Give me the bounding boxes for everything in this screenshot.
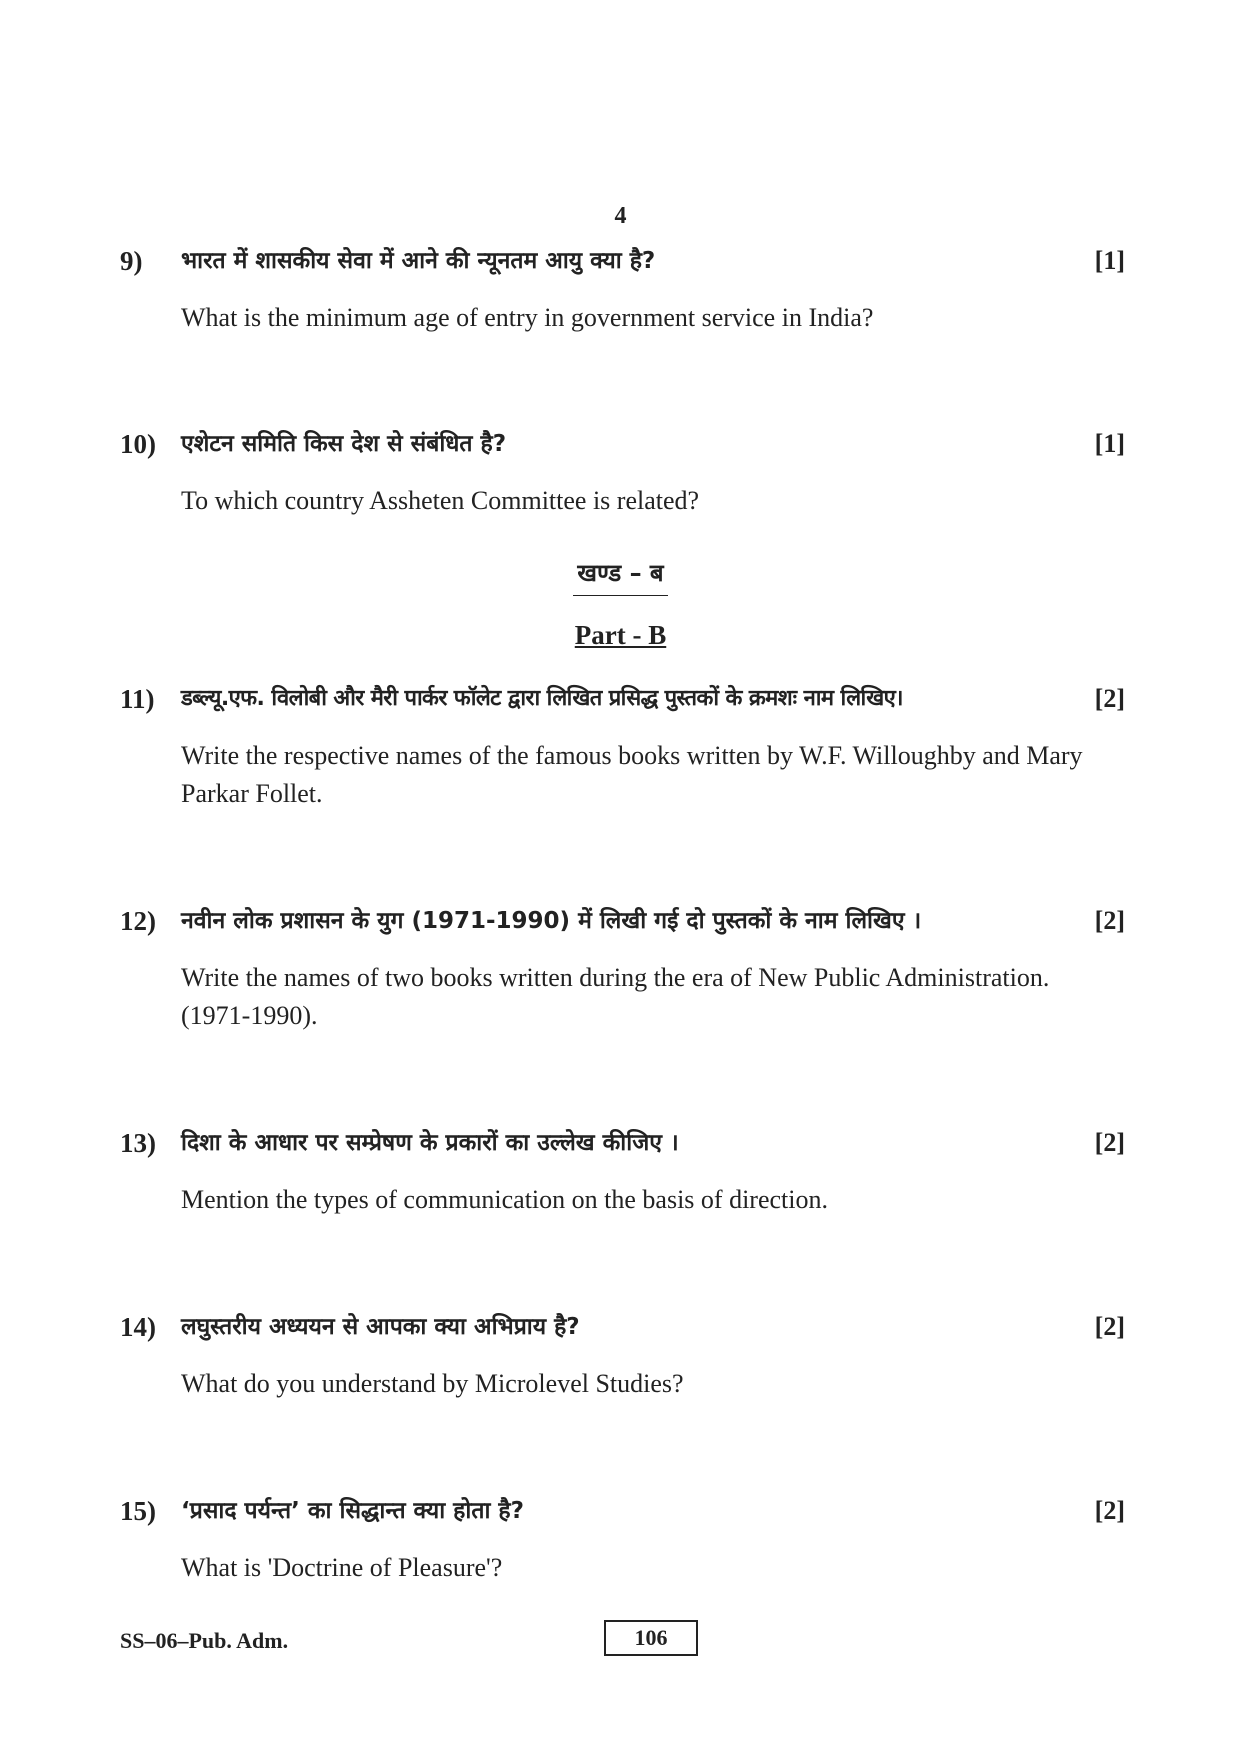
question-number: 9): [120, 246, 143, 276]
question-13: [120, 1126, 1125, 1219]
question-english-text: What is the minimum age of entry in government service in India?: [181, 303, 874, 332]
question-9: [120, 244, 1125, 337]
question-marks: [2]: [1094, 1128, 1125, 1157]
question-marks: [1]: [1094, 429, 1125, 458]
question-english-text: Write the respective names of the famous books written by W.F. Willoughby and Mary Parkar Follet.: [181, 741, 1083, 808]
part-b-hindi-heading: [0, 556, 1241, 596]
question-number: 11): [120, 684, 155, 714]
part-b-hindi-heading-text: खण्ड – ब: [573, 556, 667, 596]
question-english-text: To which country Assheten Committee is related?: [181, 486, 700, 515]
part-b-english-heading: [0, 620, 1241, 651]
question-marks: [1]: [1094, 246, 1125, 275]
question-hindi-text: लघुस्तरीय अध्ययन से आपका क्या अभिप्राय है?: [181, 1314, 580, 1340]
question-hindi-text: नवीन लोक प्रशासन के युग (1971-1990) में लिखी गई दो पुस्तकों के नाम लिखिए ।: [181, 908, 922, 934]
question-number: 12): [120, 906, 156, 936]
question-14: [120, 1310, 1125, 1403]
question-11: [120, 682, 1125, 813]
question-hindi-text: दिशा के आधार पर सम्प्रेषण के प्रकारों का उल्लेख कीजिए ।: [181, 1130, 679, 1156]
question-marks: [2]: [1094, 906, 1125, 935]
question-number: 14): [120, 1312, 156, 1342]
page-number: 4: [614, 203, 627, 229]
footer-page-box: 106: [604, 1620, 698, 1656]
question-15: [120, 1494, 1125, 1587]
question-hindi-text: एशेटन समिति किस देश से संबंधित है?: [181, 431, 507, 457]
question-marks: [2]: [1094, 1312, 1125, 1341]
question-number: 13): [120, 1128, 156, 1158]
question-english-text: Mention the types of communication on the basis of direction.: [181, 1185, 828, 1214]
question-12: [120, 904, 1125, 1035]
question-marks: [2]: [1094, 1496, 1125, 1525]
question-hindi-text: भारत में शासकीय सेवा में आने की न्यूनतम आयु क्या है?: [181, 248, 656, 274]
question-10: [120, 427, 1125, 520]
question-english-text: Write the names of two books written during the era of New Public Administration. (1971-1990).: [181, 963, 1050, 1030]
part-b-english-heading-text: Part - B: [574, 620, 667, 650]
question-hindi-text: डब्ल्यू.एफ. विलोबी और मैरी पार्कर फॉलेट द्वारा लिखित प्रसिद्ध पुस्तकों के क्रमशः नाम लिखिए।: [181, 686, 903, 711]
question-number: 15): [120, 1496, 156, 1526]
question-hindi-text: ‘प्रसाद पर्यन्त’ का सिद्धान्त क्या होता है?: [181, 1498, 524, 1524]
question-english-text: What do you understand by Microlevel Studies?: [181, 1369, 684, 1398]
question-marks: [2]: [1094, 684, 1125, 713]
paper-code: SS–06–Pub. Adm.: [120, 1628, 289, 1653]
question-number: 10): [120, 429, 156, 459]
question-english-text: What is 'Doctrine of Pleasure'?: [181, 1553, 503, 1582]
